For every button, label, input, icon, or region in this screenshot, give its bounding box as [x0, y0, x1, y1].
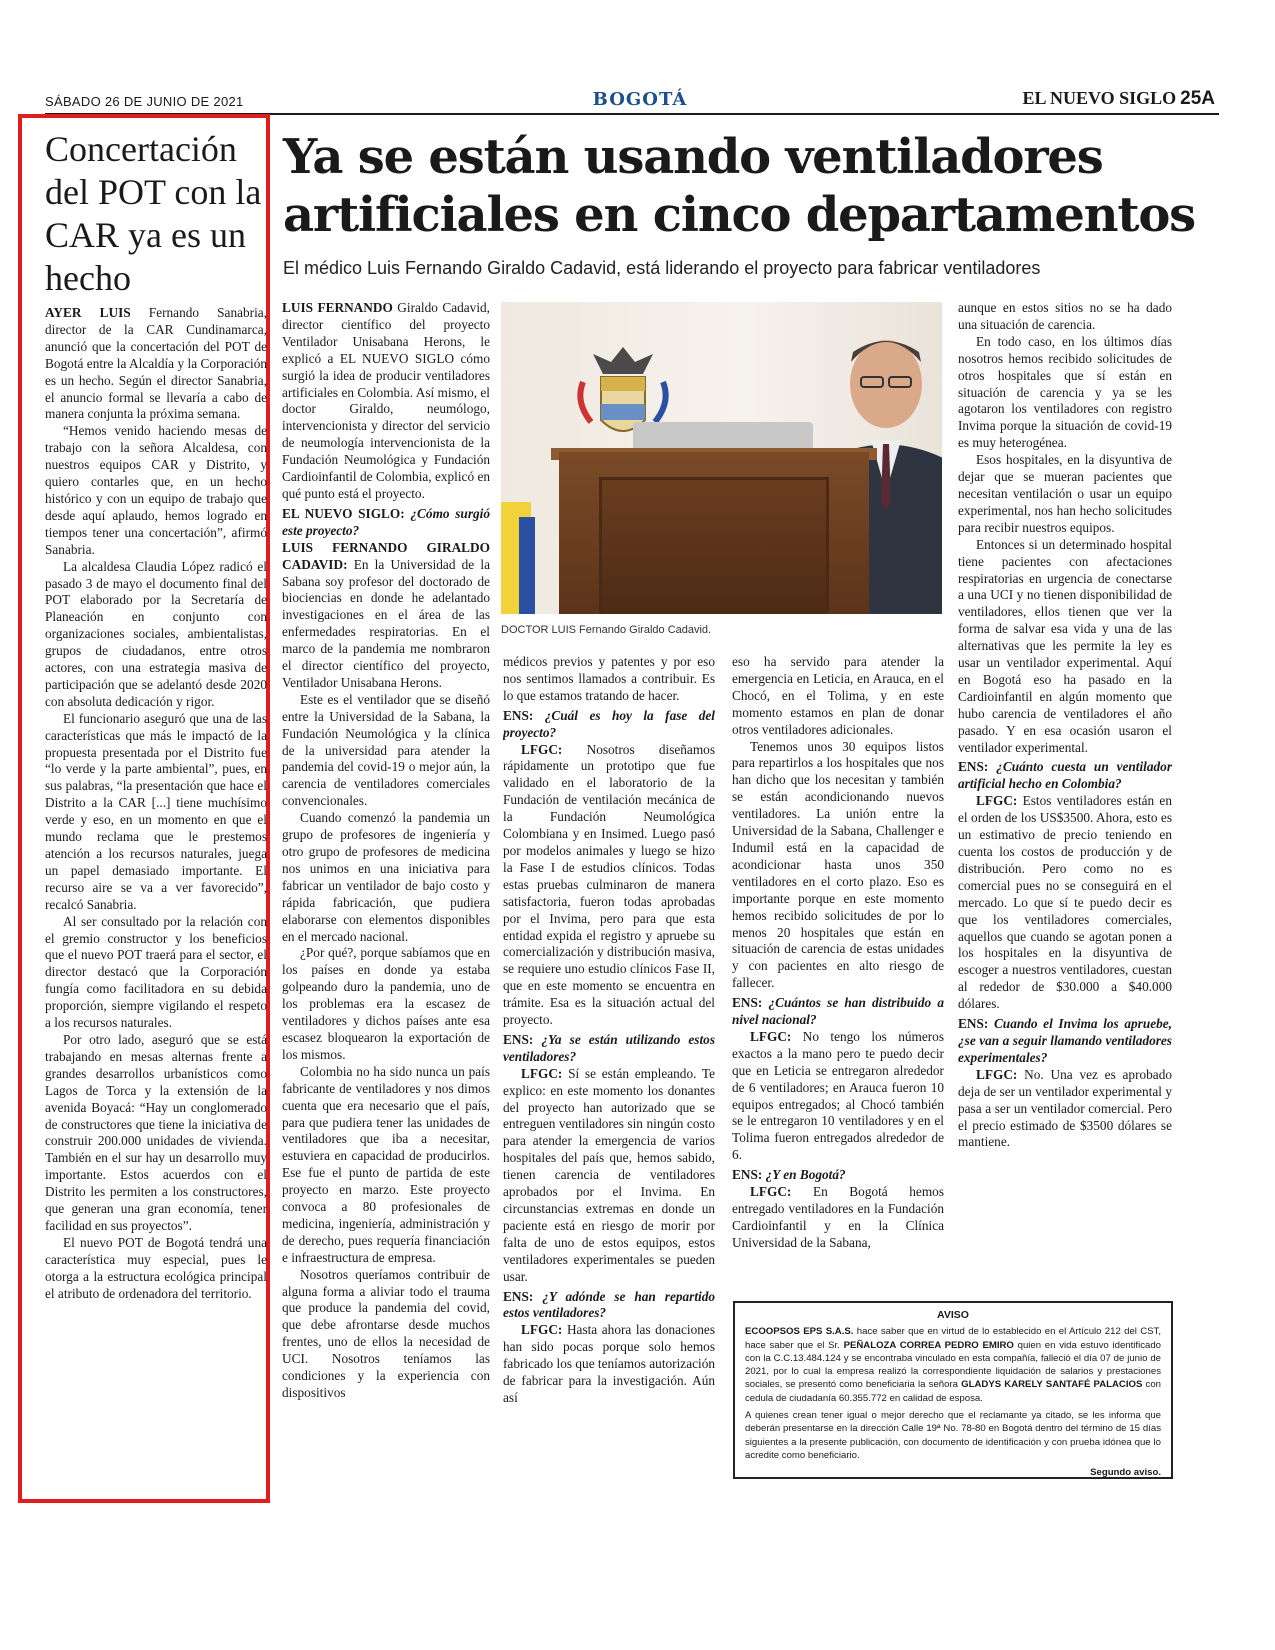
notice-paragraph-2: A quienes crean tener igual o mejor derecho que el reclamante ya citado, se les informa que deberán presentarse en la dirección Calle 19ª No. 78-80 en Bogotá dentro del término de 15 días siguientes a la presente publicación, con documento de identificación y con prueba idónea que lo acredite como beneficiario.: [745, 1410, 1161, 1461]
question: ENS: Cuando el Invima los apruebe, ¿se van a seguir llamando ventiladores experimentales?: [958, 1016, 1172, 1065]
main-headline: Ya se están usando ventiladores artificiales en cinco departamentos: [283, 129, 1195, 243]
page-number: 25A: [1180, 88, 1215, 109]
answer: LFGC: En Bogotá hemos entregado ventiladores en la Fundación Cardioinfantil y en la Clínica Universidad de la Sabana,: [732, 1184, 944, 1250]
paragraph: Cuando comenzó la pandemia un grupo de profesores de ingeniería y otro grupo de profesores de medicina nos unimos en una iniciativa para fabricar un ventilador de bajo costo y rápida fabricación, que pudiera elaborarse con elementos disponibles en el mercado nacional.: [282, 810, 490, 944]
article-photo: [501, 302, 942, 614]
paragraph: ¿Por qué?, porque sabíamos que en los países en donde ya estaba golpeando duro la pandemia, uno de los problemas era la escasez de ventiladores y dichos países ante esa escasez bloquearon la exportación de los mismos.: [282, 945, 490, 1062]
issue-date: SÁBADO 26 DE JUNIO DE 2021: [45, 94, 244, 109]
paragraph: Tenemos unos 30 equipos listos para repartirlos a los hospitales que nos han dicho que los necesitan y también se están acondicionando nuevos ventiladores. La unión entre la Universidad de la Sabana, Challenger e Indumil está en la capacidad de acondicionar hasta unos 350 ventiladores en el corto plazo. Eso es importante porque en este momento hemos recibido solicitudes de por lo menos 20 hospitales que están en situación de carencia de estas unidades y con pacientes en alto riesgo de fallecer.: [732, 738, 944, 991]
paragraph: Esos hospitales, en la disyuntiva de dejar que se mueran pacientes que necesitan ventilación o usar un equipo experimental, nos han hecho solicitudes para recibir nuestros equipos.: [958, 452, 1172, 535]
question: ENS: ¿Cuánto cuesta un ventilador artificial hecho en Colombia?: [958, 759, 1172, 792]
paragraph: médicos previos y patentes y por eso nos sentimos llamados a contribuir. Es lo que estamos tratando de hacer.: [503, 654, 715, 703]
section-name: BOGOTÁ: [592, 89, 688, 110]
left-paragraph-4: El funcionario aseguró que una de las características que más le impactó de la propuesta presentada por el Distrito fue “lo verde y la parte ambiental”, pues, en sus palabras, “la presentación que hace el Distrito a la CAR [...] tiene muchísimo verde y eso, en un momento en que el mundo reclama que le prestemos atención a los recursos naturales, juega un papel demasiado importante. El recurso aire se va a ver favorecido”, recalcó Sanabria.: [45, 710, 267, 912]
answer: LFGC: Hasta ahora las donaciones han sido pocas porque solo hemos fabricado los que teníamos autorización de fabricar para la investigación. Aún así: [503, 1322, 715, 1405]
question: ENS: ¿Y en Bogotá?: [732, 1167, 846, 1183]
left-paragraph-1: AYER LUIS Fernando Sanabria, director de la CAR Cundinamarca, anunció que la concertación del POT de Bogotá entre la Alcaldía y la Corporación es un hecho. Según el director Sanabria, el anuncio formal se llevaría a cabo de manera conjunta la próxima semana.: [45, 305, 267, 422]
paragraph: eso ha servido para atender la emergencia en Leticia, en Arauca, en el Chocó, en el Tolima, y en este momento estamos en plan de donar otros ventiladores adicionales.: [732, 654, 944, 737]
brand-name: EL NUEVO SIGLO: [1022, 88, 1177, 108]
main-column-4: [958, 300, 1172, 1275]
paragraph: Colombia no ha sido nunca un país fabricante de ventiladores y nos dimos cuenta que era necesario que el país, para que pudiera tener las unidades de ventiladores que iba a necesitar, estuviera en capacidad de producirlos. Ese fue el punto de partida de este proyecto en marzo. Este proyecto convoca a 80 profesionales de medicina, ingeniería, administración y de derecho, pues requería financiación e infraestructura de empresa.: [282, 1063, 490, 1265]
question: EL NUEVO SIGLO: ¿Cómo surgió este proyecto?: [282, 505, 490, 538]
answer: LFGC: No tengo los números exactos a la mano pero te puedo decir que en Leticia se entregaron alrededor de 6 ventiladores; en Arauca fueron 10 equipos entregados; al Chocó también se le entregaron 10 ventiladores y en el Tolima fueron entregados alrededor de 6.: [732, 1028, 944, 1163]
paragraph: aunque en estos sitios no se ha dado una situación de carencia.: [958, 300, 1172, 332]
left-kicker: AYER LUIS: [45, 305, 131, 320]
left-article-headline: Concertación del POT con la CAR ya es un hecho: [45, 129, 262, 298]
answer: LFGC: Estos ventiladores están en el orden de los US$3500. Ahora, esto es un estimativo de precio teniendo en cuenta los costos de producción y de distribución. Pero como no es comercial pues no se conseguirá en el mercado. Lo que sí te puedo decir es que los ventiladores comerciales, aquellos que cuando se agotan ponen a los hospitales en la disyuntiva de escoger a nuestros ventiladores, cuestan al rededor de $30.000 a $40.000 dólares.: [958, 793, 1172, 1012]
left-paragraph-2: “Hemos venido haciendo mesas de trabajo con la señora Alcaldesa, con nuestros equipos CAR y Distrito, y quiero contarles que, en un hecho histórico y con un equipo de trabajo que desde aquí aplaudo, hemos logrado en tiempos tener una concertación”, afirmó Sanabria.: [45, 423, 267, 557]
main-column-2: [503, 654, 715, 1485]
answer: LFGC: Nosotros diseñamos rápidamente un prototipo que fue validado en el laboratorio de la Fundación de ventilación mecánica de la Fundación Neumológica Colombiana y en Insimed. Luego pasó por modelos animales y luego se hizo la Fase I de estudios clínicos. Todas estas pruebas culminaron de manera satisfactoria, fueron todas aprobadas por el Invima, pero para que esta entidad expida el registro y apruebe su comercialización y distribución masiva, se requiere uno estudio clínicos Fase II, que en este momento se encuentra en trámite. Esa es la situación actual del proyecto.: [503, 741, 715, 1028]
question: ENS: ¿Ya se están utilizando estos ventiladores?: [503, 1031, 715, 1064]
left-paragraph-6: Por otro lado, aseguró que se está trabajando en mesas alternas frente a grandes desarrollos urbanísticos como Lagos de Torca y la extensión de la avenida Boyacá: “Hay un conglomerado de constructores que tiene la iniciativa de construir 200.000 unidades de vivienda. También en el sur hay un desarrollo muy importante. Estos acuerdos con el Distrito les permiten a los constructores, que generan una gran economía, tener facilidad en sus proyectos”.: [45, 1031, 267, 1233]
question: ENS: ¿Y adónde se han repartido estos ventiladores?: [503, 1288, 715, 1321]
main-kicker: LUIS FERNANDO: [282, 300, 393, 315]
left-paragraph-7: El nuevo POT de Bogotá tendrá una característica muy especial, pues le otorga a la estructura ecológica principal el atributo de ordenadora del territorio.: [45, 1234, 267, 1301]
question: ENS: ¿Cuántos se han distribuido a nivel nacional?: [732, 995, 944, 1028]
newspaper-brand: [1022, 88, 1215, 110]
photo-caption: DOCTOR LUIS Fernando Giraldo Cadavid.: [501, 624, 712, 636]
left-paragraph-3: La alcaldesa Claudia López radicó el pasado 3 de mayo el documento final del POT elaborado por la Secretaría de Planeación en conjunto con organizaciones sociales, ambientalistas, grupos de ciudadanos, entre otros actores, con una estrategia masiva de participación que se adelantó desde 2020 con absoluta dedicación y rigor.: [45, 558, 267, 709]
left-paragraph-5: Al ser consultado por la relación con el gremio constructor y los beneficios que el nuevo POT traerá para el sector, el director destacó que la Corporación fungía como facilitadora en su debida proporción, siempre vigilando el respeto a los recursos naturales.: [45, 913, 267, 1031]
main-column-3: [732, 654, 944, 1274]
notice-signature: Segundo aviso.: [1090, 1467, 1161, 1479]
paragraph: Este es el ventilador que se diseñó entre la Universidad de la Sabana, la Fundación Neumológica y la clínica de la universidad para atender la pandemia del covid-19 o mejor aún, la carencia de ventiladores comerciales convencionales.: [282, 691, 490, 809]
legal-notice: [733, 1301, 1173, 1479]
paragraph: Nosotros queríamos contribuir de alguna forma a aliviar todo el trauma que produce la pandemia del covid, que debe afrontarse desde muchos frentes, uno de ellos la necesidad de UCI. Nosotros teníamos las condiciones y la experiencia con dispositivos: [282, 1266, 490, 1400]
notice-title: AVISO: [937, 1309, 969, 1321]
left-article-body: [45, 305, 267, 1480]
answer: LFGC: Sí se están empleando. Te explico: en este momento los donantes del proyecto han autorizado que se entreguen ventiladores sin ningún costo para atender la emergencia de varios hospitales del país que, hemos sabido, tienen carencia de ventiladores aprobados por el Invima. En circunstancias extremas en donde un paciente está en riesgo de morir por falta de uno de estos equipos, estos ventiladores experimentales se pueden usar.: [503, 1065, 715, 1284]
question: ENS: ¿Cuál es hoy la fase del proyecto?: [503, 707, 715, 740]
main-deck: El médico Luis Fernando Giraldo Cadavid, está liderando el proyecto para fabricar ventiladores: [283, 258, 1041, 278]
main-column-1: [282, 300, 490, 1485]
main-intro: LUIS FERNANDO Giraldo Cadavid, director científico del proyecto Ventilador Unisabana Herons, le explicó a EL NUEVO SIGLO cómo surgió la idea de producir ventiladores artificiales en Colombia. Así mismo, el doctor Giraldo, neumólogo, intervencionista y director del servicio de neumología intervencionista de la Fundación Neumológica y Fundación Cardioinfantil de Colombia, explicó en qué punto está el proyecto.: [282, 300, 490, 501]
answer: LUIS FERNANDO GIRALDO CADAVID: En la Universidad de la Sabana soy profesor del doctorado de biociencias en donde he adelantado investigaciones en el área de las enfermedades respiratorias. En el marco de la pandemia me nombraron el director científico del proyecto, Ventilador Unisabana Herons.: [282, 539, 490, 690]
notice-paragraph-1: ECOOPSOS EPS S.A.S. hace saber que en virtud de lo establecido en el Artículo 212 del CST, hace saber que el Sr. PEÑALOZA CORREA PEDRO EMIRO quien en vida estuvo identificado con la C.C.13.484.124 y se encontraba vinculado en esta compañía, falleció el día 07 de junio de 2021, por lo cual la empresa realizó la correspondiente liquidación de salarios y prestaciones sociales, se presentó como beneficiaria la señora GLADYS KARELY SANTAFÉ PALACIOS con cedula de ciudadanía 60.355.772 en calidad de esposa.: [745, 1326, 1162, 1404]
paragraph: En todo caso, en los últimos días nosotros hemos recibido solicitudes de otros hospitales que sí están en situación de carencia y ya se les agotaron los ventiladores con registro Invima porque la situación de covid-19 es muy heterogénea.: [958, 333, 1172, 451]
paragraph: Entonces si un determinado hospital tiene pacientes con afectaciones respiratorias en urgencia de conectarse a una UCI y no tienen disponibilidad de ventiladores, ellos tienen que ver la forma de salvar esa vida y una de las alternativas que les permite la ley es usar un ventilador experimental. Aquí en Bogotá eso ha pasado en la Cardioinfantil en algún momento que hubo carencia de ventiladores el año pasado. Y en esa ocasión usaron el ventilador experimental.: [958, 536, 1172, 755]
answer: LFGC: No. Una vez es aprobado deja de ser un ventilador experimental y pasa a ser un ventilador comercial. Pero el precio estimado de $3500 dólares se mantiene.: [958, 1066, 1172, 1150]
